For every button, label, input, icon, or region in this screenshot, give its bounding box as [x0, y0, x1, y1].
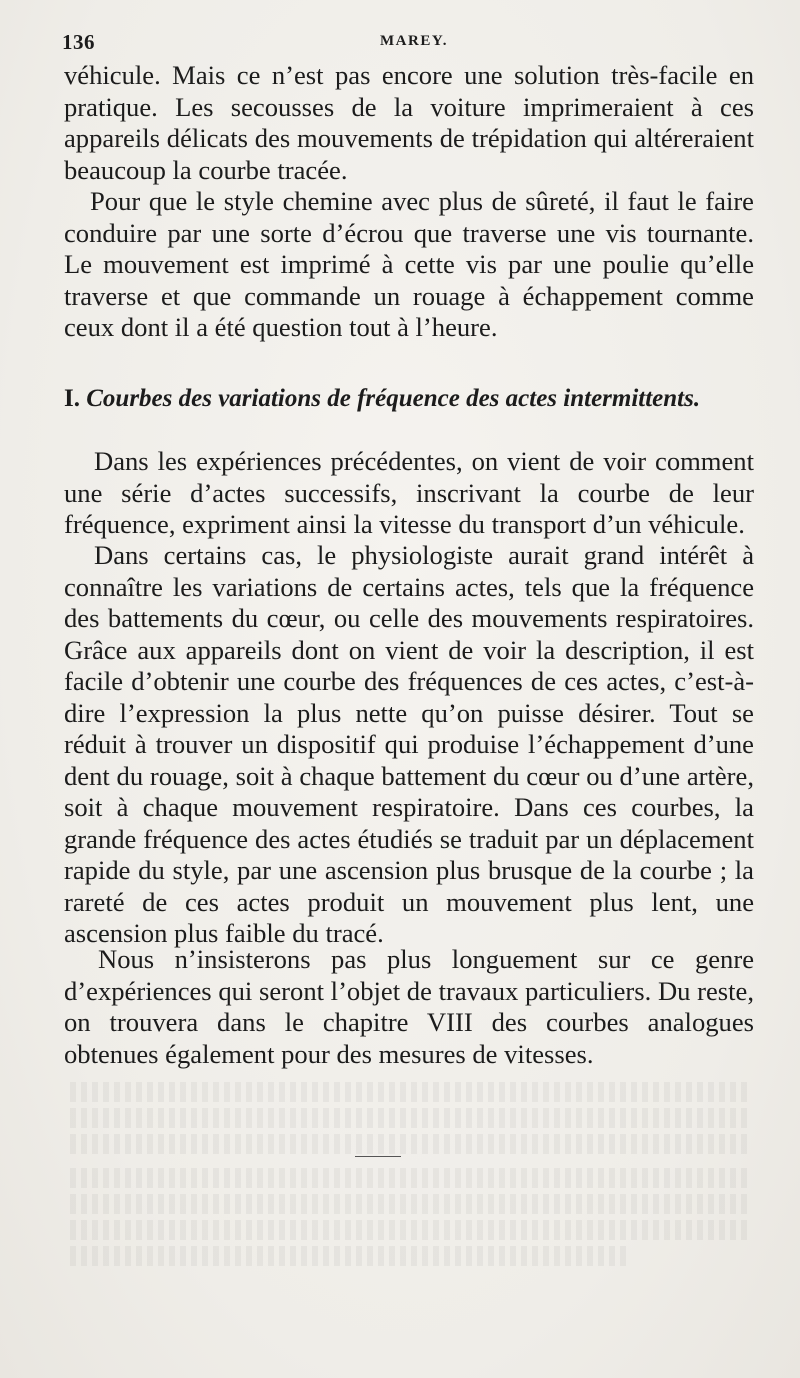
bleed-through-line [70, 1082, 750, 1102]
section-title: Courbes des variations de fréquence des actes intermittents. [86, 385, 701, 412]
paragraph-physiology: Dans certains cas, le physiologiste aurait grand intérêt à connaître les variations de certains actes, tels que la fréquence des battements du cœur, ou celle des mouvements respiratoires. Grâce aux appareils dont on vient de voir la description, il est facile d’obtenir une courbe des fréquences de ces actes, c’est-à-dire l’expression la plus nette qu’on puisse désirer. Tout se réduit à trouver un dispositif qui produise l’échappement d’une dent du rouage, soit à chaque battement du cœur ou d’une artère, soit à chaque mouvement respiratoire. Dans ces courbes, la grande fréquence des actes étudiés se traduit par un déplacement rapide du style, par une ascension plus brusque de la courbe ; la rareté de ces actes produit un mouvement plus lent, une ascension plus faible du tracé. [64, 540, 754, 948]
section-heading [64, 384, 754, 414]
page-number: 136 [62, 30, 95, 54]
running-head: MAREY. [380, 33, 449, 49]
paragraph-conclusion: Nous n’insisterons pas plus longuement sur ce genre d’expériences qui seront l’objet de travaux particuliers. Du reste, on trouvera dans le chapitre VIII des courbes analogues obtenues également pour des mesures de vitesses. [64, 944, 754, 1069]
paragraph-continued: véhicule. Mais ce n’est pas encore une solution très-facile en pratique. Les secousses de la voiture imprimeraient à ces appareils délicats des mouvements de trépidation qui altéreraient beaucoup la courbe tracée. [64, 60, 754, 185]
bleed-through-line [70, 1134, 750, 1154]
footnote-rule [355, 1156, 401, 1157]
section-number: I. [64, 385, 80, 412]
paragraph-style-mechanism: Pour que le style chemine avec plus de sûreté, il faut le faire conduire par une sorte d’écrou que traverse une vis tournante. Le mouvement est imprimé à cette vis par une poulie qu’elle traverse et que commande un rouage à échappement comme ceux dont il a été question tout à l’heure. [64, 186, 754, 342]
bleed-through-line [70, 1108, 750, 1128]
bleed-through-line [70, 1168, 750, 1188]
paragraph-experiences: Dans les expériences précédentes, on vient de voir comment une série d’actes successifs, inscrivant la courbe de leur fréquence, expriment ainsi la vitesse du transport d’un véhicule. [64, 446, 754, 539]
page-header [62, 30, 752, 56]
bleed-through-line [70, 1194, 750, 1214]
bleed-through-line [70, 1246, 630, 1266]
bleed-through-line [70, 1220, 750, 1240]
